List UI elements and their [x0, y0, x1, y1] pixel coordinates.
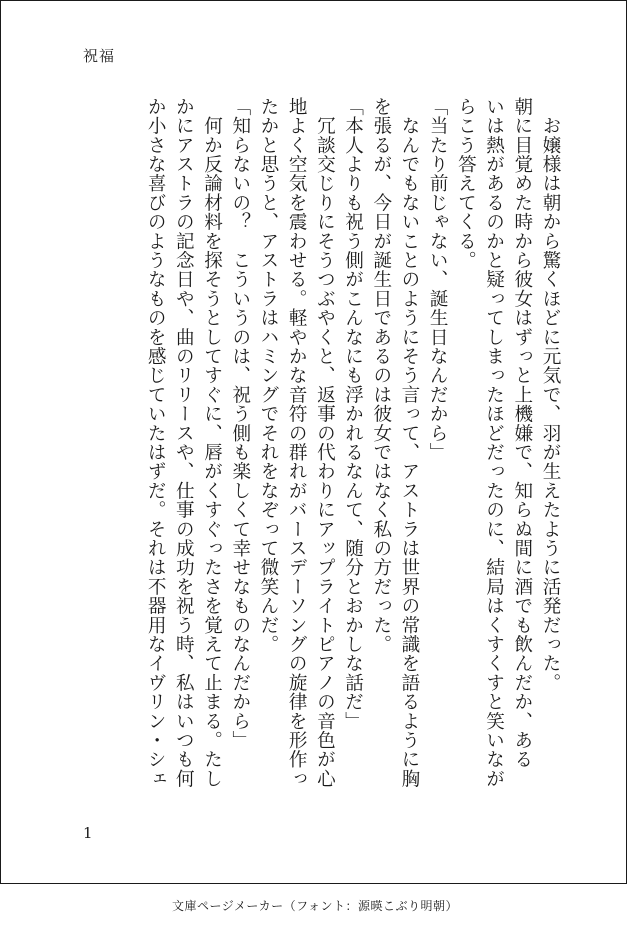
text-line: か小さな喜びのようなものを感じていたはずだ。それは不器用なイヴリン・シェ — [145, 97, 167, 789]
page-number: 1 — [83, 824, 93, 842]
text-line: を張るが、今日が誕生日であるのは彼女ではなく私の方だった。 — [370, 97, 392, 654]
text-line: 地よく空気を震わせる。軽やかな音符の群れがバースデーソングの旋律を形作っ — [286, 97, 308, 789]
text-line: かにアストラの記念日や、曲のリリースや、仕事の成功を祝う時、私はいつも何 — [173, 97, 195, 789]
body-text — [64, 97, 564, 797]
footer-credit: 文庫ページメーカー（フォント：源暎こぶり明朝） — [171, 899, 459, 913]
text-line: らこう答えてくる。 — [455, 97, 477, 270]
text-line: 朝に目覚めた時から彼女はずっと上機嫌で、知らぬ間に酒でも飲んだか、ある — [511, 97, 533, 769]
text-line: 何か反論材料を探そうとしてすぐに、唇がくすぐったさを覚えて止まる。たし — [201, 97, 223, 789]
text-line: 「知らないの？ こういうのは、祝う側も楽しくて幸せなものなんだから」 — [229, 97, 251, 750]
text-line: 「本人よりも祝う側がこんなにも浮かれるなんて、随分とおかしな話だ」 — [342, 97, 364, 731]
text-line: なんでもないことのようにそう言って、アストラは世界の常識を語るように胸 — [398, 97, 420, 789]
text-line: 冗談交じりにそうつぶやくと、返事の代わりにアップライトピアノの音色が心 — [314, 97, 336, 789]
text-line: 「当たり前じゃない、誕生日なんだから」 — [427, 97, 449, 462]
text-line: たかと思うと、アストラはハミングでそれをなぞって微笑んだ。 — [257, 97, 279, 654]
text-line: お嬢様は朝から驚くほどに元気で、羽が生えたように活発だった。 — [540, 97, 561, 693]
text-line: いは熱があるのかと疑ってしまったほどだったのに、結局はくすくすと笑いなが — [483, 97, 505, 789]
running-title: 祝福 — [83, 47, 116, 65]
